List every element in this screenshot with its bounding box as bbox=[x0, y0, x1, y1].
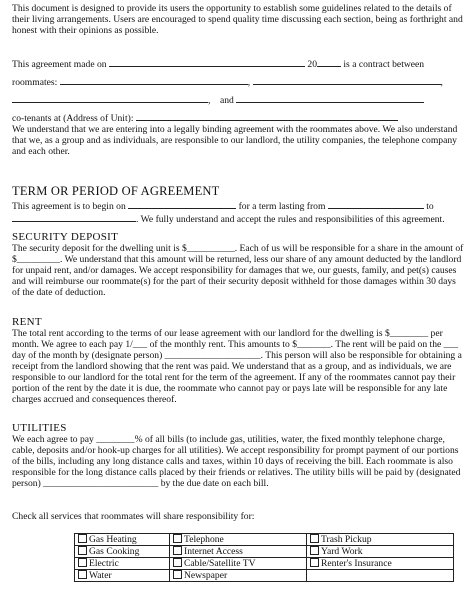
checkbox[interactable] bbox=[310, 546, 319, 555]
deposit-section bbox=[12, 231, 466, 298]
deposit-heading: SECURITY DEPOSIT bbox=[12, 231, 119, 243]
service-cell[interactable]: Internet Access bbox=[170, 546, 307, 558]
year-prefix: 20 bbox=[307, 59, 317, 70]
and-label: and bbox=[220, 95, 234, 106]
checkbox[interactable] bbox=[310, 558, 319, 567]
term-begin-label: This agreement is to begin on bbox=[12, 201, 126, 212]
term-lasting-label: for a term lasting from bbox=[238, 201, 326, 212]
checkbox[interactable] bbox=[173, 570, 182, 579]
checkbox[interactable] bbox=[78, 558, 87, 567]
rent-text: The total rent according to the terms of our lease agreement with our landlord for the dwelling is $________ per month. We agree to each pay 1/___ of the monthly rent. This amounts to $_______. The rent will be paid on the ___ day of the month by (designate person) ____________________. This person will also be responsible for obtaining a receipt from the landlord showing that the rent was paid. We understand that as a group, and as individuals, we are responsible to our landlord for the total rent for the term of the agreement. If any of the roommates cannot pay their portion of the rent by the date it is due, the roommate who cannot pay or pays late will be responsible for any late charges accrued and consequences thereof. bbox=[12, 328, 462, 405]
to-date-blank[interactable] bbox=[12, 212, 136, 222]
check-services-line bbox=[12, 511, 466, 522]
roommates-label: roommates: bbox=[12, 77, 58, 88]
address-blank[interactable] bbox=[136, 111, 398, 121]
checkbox[interactable] bbox=[78, 546, 87, 555]
checkbox[interactable] bbox=[173, 534, 182, 543]
service-cell bbox=[307, 570, 454, 582]
checkbox[interactable] bbox=[173, 558, 182, 567]
year-blank[interactable] bbox=[317, 57, 341, 67]
intro-text: This document is designed to provide its users the opportunity to establish some guidelines related to the details of their living arrangements. Users are encouraged to spend quality time discussing each section, being as forthright and honest with their opinions as possible. bbox=[12, 3, 463, 36]
service-cell[interactable]: Cable/Satellite TV bbox=[170, 558, 307, 570]
service-cell[interactable]: Yard Work bbox=[307, 546, 454, 558]
roommates-line-2: , and bbox=[12, 93, 466, 106]
begin-date-blank[interactable] bbox=[128, 199, 236, 209]
made-on-label: This agreement made on bbox=[12, 59, 107, 70]
roommate-name-blank[interactable] bbox=[236, 93, 424, 103]
term-accept-text: . We fully understand and accept the rules and responsibilities of this agreement. bbox=[136, 214, 445, 225]
understand-paragraph bbox=[12, 124, 466, 157]
service-cell[interactable]: Trash Pickup bbox=[307, 534, 454, 546]
roommate-name-blank[interactable] bbox=[253, 75, 441, 85]
term-heading: TERM OR PERIOD OF AGREEMENT bbox=[12, 184, 220, 198]
rent-section bbox=[12, 316, 466, 405]
roommates-line-1: roommates: , , bbox=[12, 77, 443, 88]
utilities-text: We each agree to pay ________% of all bills (to include gas, utilities, water, the fixed monthly telephone charge, cable, deposits and/or hook-up charges for all utilities). We accept responsibility for prompt payment of our portions of the bills, including any long distance calls and taxes, within 10 days of receiving the bill. Each roommate is also responsible for the long distance calls placed by their friends or relatives. The utility bills will be paid by (designated person) ________________________ by the due date on each bill. bbox=[12, 434, 461, 489]
utilities-section bbox=[12, 422, 466, 489]
service-cell[interactable]: Renter's Insurance bbox=[307, 558, 454, 570]
service-cell[interactable]: Telephone bbox=[170, 534, 307, 546]
table-row bbox=[75, 570, 454, 582]
table-row bbox=[75, 534, 454, 546]
from-date-blank[interactable] bbox=[328, 199, 424, 209]
service-cell[interactable]: Gas Cooking bbox=[75, 546, 170, 558]
deposit-text: The security deposit for the dwelling unit is $__________. Each of us will be responsible for a share in the amount of $_________. We understand that this amount will be returned, less our share of any amount deducted by the landlord for unpaid rent, and/or damages. We accept responsibility for damages that we, our guests, family, and pet(s) causes and will reimburse our roommate(s) for the part of their security deposit withheld for those damages within 30 days of the date of deduction. bbox=[12, 243, 464, 298]
table-row bbox=[75, 558, 454, 570]
term-to-label: to bbox=[426, 201, 434, 212]
rent-heading: RENT bbox=[12, 316, 42, 328]
service-cell[interactable]: Electric bbox=[75, 558, 170, 570]
understand-text: We understand that we are entering into a legally binding agreement with the roommates above. We also understand that we, as a group and as individuals, are responsible to our landlord, the utility companies, the telephone company and each other. bbox=[12, 124, 458, 157]
checkbox[interactable] bbox=[78, 534, 87, 543]
roommate-name-blank[interactable] bbox=[12, 93, 208, 103]
intro-paragraph bbox=[12, 3, 466, 36]
cotenants-line bbox=[12, 111, 466, 124]
checkbox[interactable] bbox=[78, 570, 87, 579]
term-section bbox=[12, 184, 466, 225]
cotenants-label: co-tenants at (Address of Unit): bbox=[12, 113, 134, 124]
term-accept-line bbox=[12, 212, 466, 225]
checkbox[interactable] bbox=[310, 534, 319, 543]
service-cell[interactable]: Gas Heating bbox=[75, 534, 170, 546]
term-begin-line bbox=[12, 199, 466, 212]
checkbox[interactable] bbox=[173, 546, 182, 555]
roommate-name-blank[interactable] bbox=[60, 75, 248, 85]
agreement-date-line bbox=[12, 57, 466, 70]
services-table bbox=[74, 533, 454, 582]
date-blank[interactable] bbox=[109, 57, 305, 67]
check-services-text: Check all services that roommates will share responsibility for: bbox=[12, 511, 255, 522]
service-cell[interactable]: Newspaper bbox=[170, 570, 307, 582]
agreement-section bbox=[12, 57, 466, 124]
table-row bbox=[75, 546, 454, 558]
service-cell[interactable]: Water bbox=[75, 570, 170, 582]
contract-between-label: is a contract between bbox=[343, 59, 425, 70]
utilities-heading: UTILITIES bbox=[12, 422, 67, 434]
